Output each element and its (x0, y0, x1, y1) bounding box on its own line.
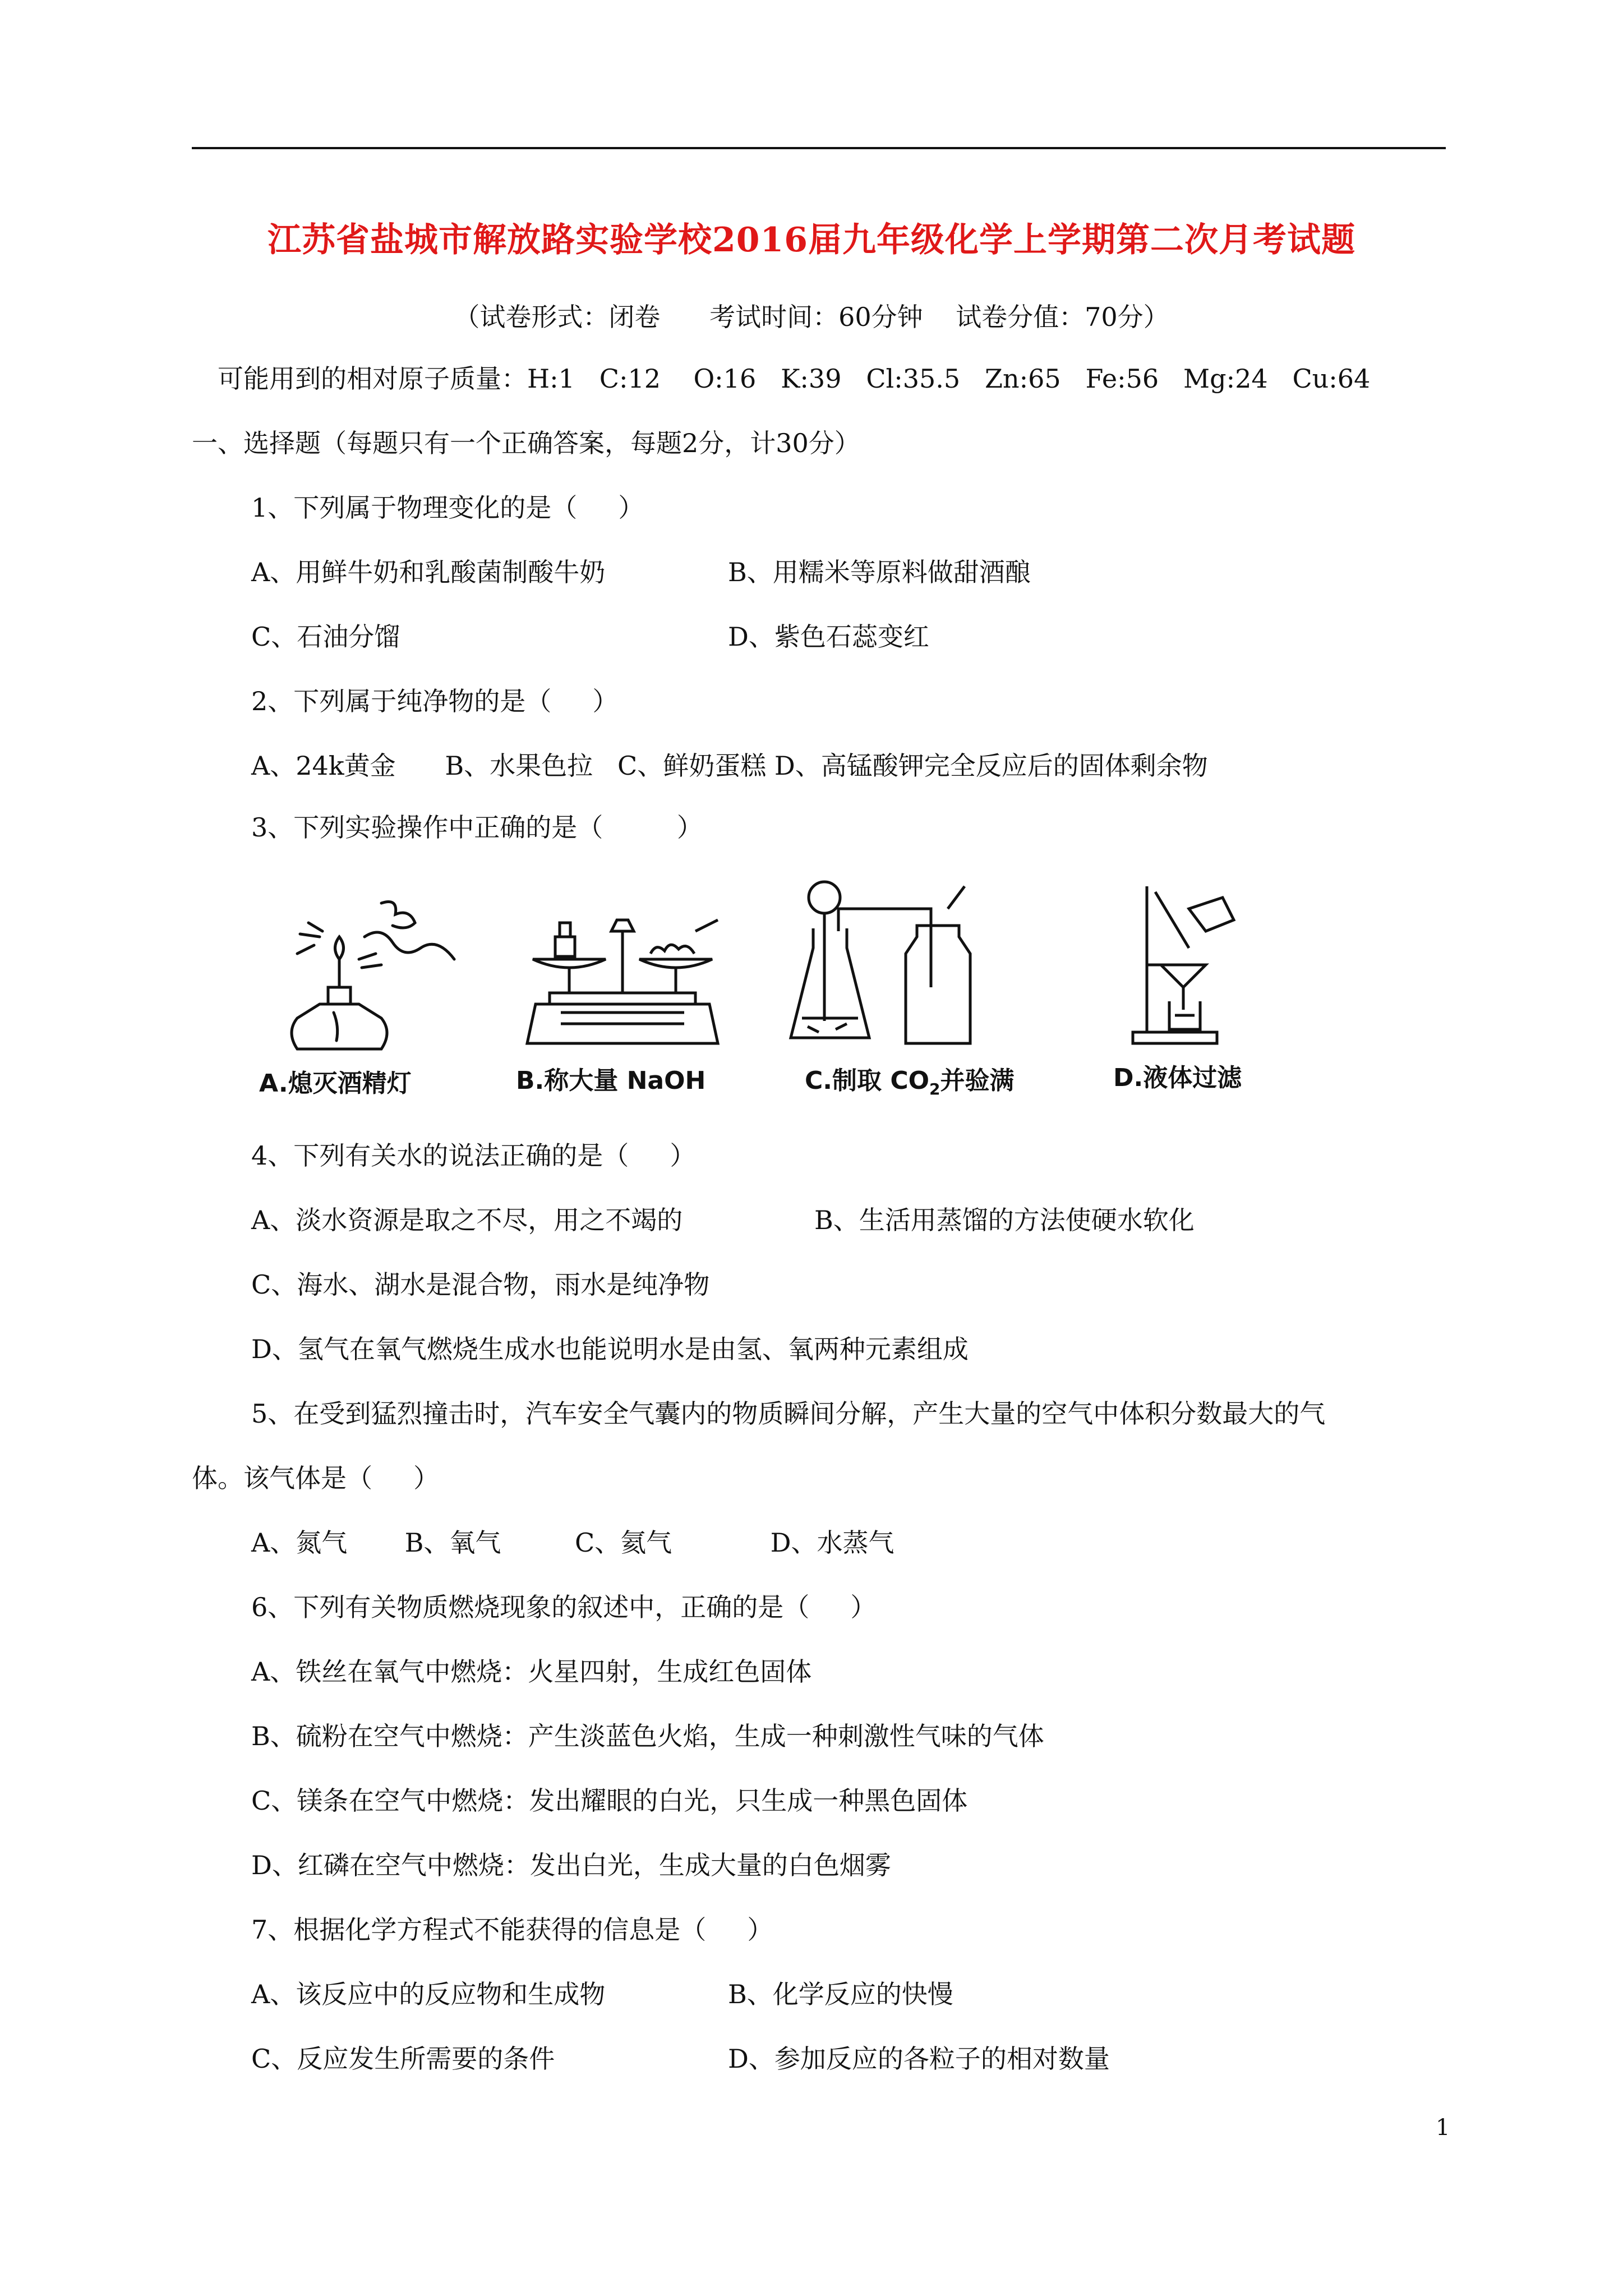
q7-option-a: A、该反应中的反应物和生成物 (251, 1979, 606, 2009)
q4-option-d: D、氢气在氧气燃烧生成水也能说明水是由氢、氧两种元素组成 (251, 1334, 969, 1364)
section-heading: 一、选择题（每题只有一个正确答案，每题2分，计30分） (192, 428, 860, 458)
q3-caption-b: B.称大量 NaOH (516, 1066, 706, 1095)
q1-option-b: B、用糯米等原料做甜酒酿 (728, 557, 1031, 587)
q4-option-b: B、生活用蒸馏的方法使硬水软化 (814, 1205, 1195, 1235)
q4-option-c: C、海水、湖水是混合物，雨水是纯净物 (251, 1269, 710, 1300)
q5-stem-line1: 5、在受到猛烈撞击时，汽车安全气囊内的物质瞬间分解，产生大量的空气中体积分数最大的气 (251, 1398, 1326, 1429)
q6-option-a: A、铁丝在氧气中燃烧：火星四射，生成红色固体 (251, 1657, 812, 1687)
q6-stem: 6、下列有关物质燃烧现象的叙述中，正确的是（ ） (251, 1592, 877, 1622)
page-number: 1 (1436, 2115, 1450, 2141)
q7-stem: 7、根据化学方程式不能获得的信息是（ ） (251, 1915, 773, 1945)
q3-caption-d: D.液体过滤 (1113, 1064, 1242, 1092)
q7-option-b: B、化学反应的快慢 (728, 1979, 953, 2009)
q5-options: A、氮气 B、氧气 C、氦气 D、水蒸气 (251, 1527, 895, 1558)
header-rule (192, 147, 1446, 149)
q5-stem-line2: 体。该气体是（ ） (192, 1463, 440, 1493)
q3-stem: 3、下列实验操作中正确的是（ ） (251, 812, 703, 843)
q1-option-d: D、紫色石蕊变红 (728, 622, 929, 652)
atomic-masses: 可能用到的相对原子质量：H:1 C:12 O:16 K:39 Cl:35.5 Zn:65 Fe:56 Mg:24 Cu:64 (218, 364, 1371, 394)
q7-option-c: C、反应发生所需要的条件 (251, 2044, 555, 2074)
q1-stem: 1、下列属于物理变化的是（ ） (251, 493, 644, 523)
q6-option-d: D、红磷在空气中燃烧：发出白光，生成大量的白色烟雾 (251, 1850, 891, 1880)
q4-stem: 4、下列有关水的说法正确的是（ ） (251, 1140, 696, 1171)
exam-info: （试卷形式：闭卷 考试时间：60分钟 试卷分值：70分） (454, 302, 1169, 332)
q6-option-c: C、镁条在空气中燃烧：发出耀眼的白光，只生成一种黑色固体 (251, 1786, 968, 1816)
q6-option-b: B、硫粉在空气中燃烧：产生淡蓝色火焰，生成一种刺激性气味的气体 (251, 1721, 1044, 1751)
q4-option-a: A、淡水资源是取之不尽，用之不竭的 (251, 1205, 683, 1235)
co2-apparatus-figure (785, 875, 1009, 1055)
q2-options: A、24k黄金 B、水果色拉 C、鲜奶蛋糕 D、高锰酸钾完全反应后的固体剩余物 (251, 751, 1208, 781)
balance-figure (516, 898, 729, 1049)
page-title: 江苏省盐城市解放路实验学校2016届九年级化学上学期第二次月考试题 (268, 220, 1355, 260)
q1-option-a: A、用鲜牛奶和乳酸菌制酸牛奶 (251, 557, 606, 587)
q2-stem: 2、下列属于纯净物的是（ ） (251, 686, 619, 716)
alcohol-lamp-figure (275, 892, 465, 1055)
q7-option-d: D、参加反应的各粒子的相对数量 (728, 2044, 1110, 2074)
q3-caption-c: C.制取 $CO_2$并验满 (805, 1066, 1015, 1098)
q1-option-c: C、石油分馏 (251, 622, 400, 652)
q3-caption-a: A.熄灭酒精灯 (259, 1069, 412, 1098)
filtration-figure (1122, 881, 1267, 1049)
